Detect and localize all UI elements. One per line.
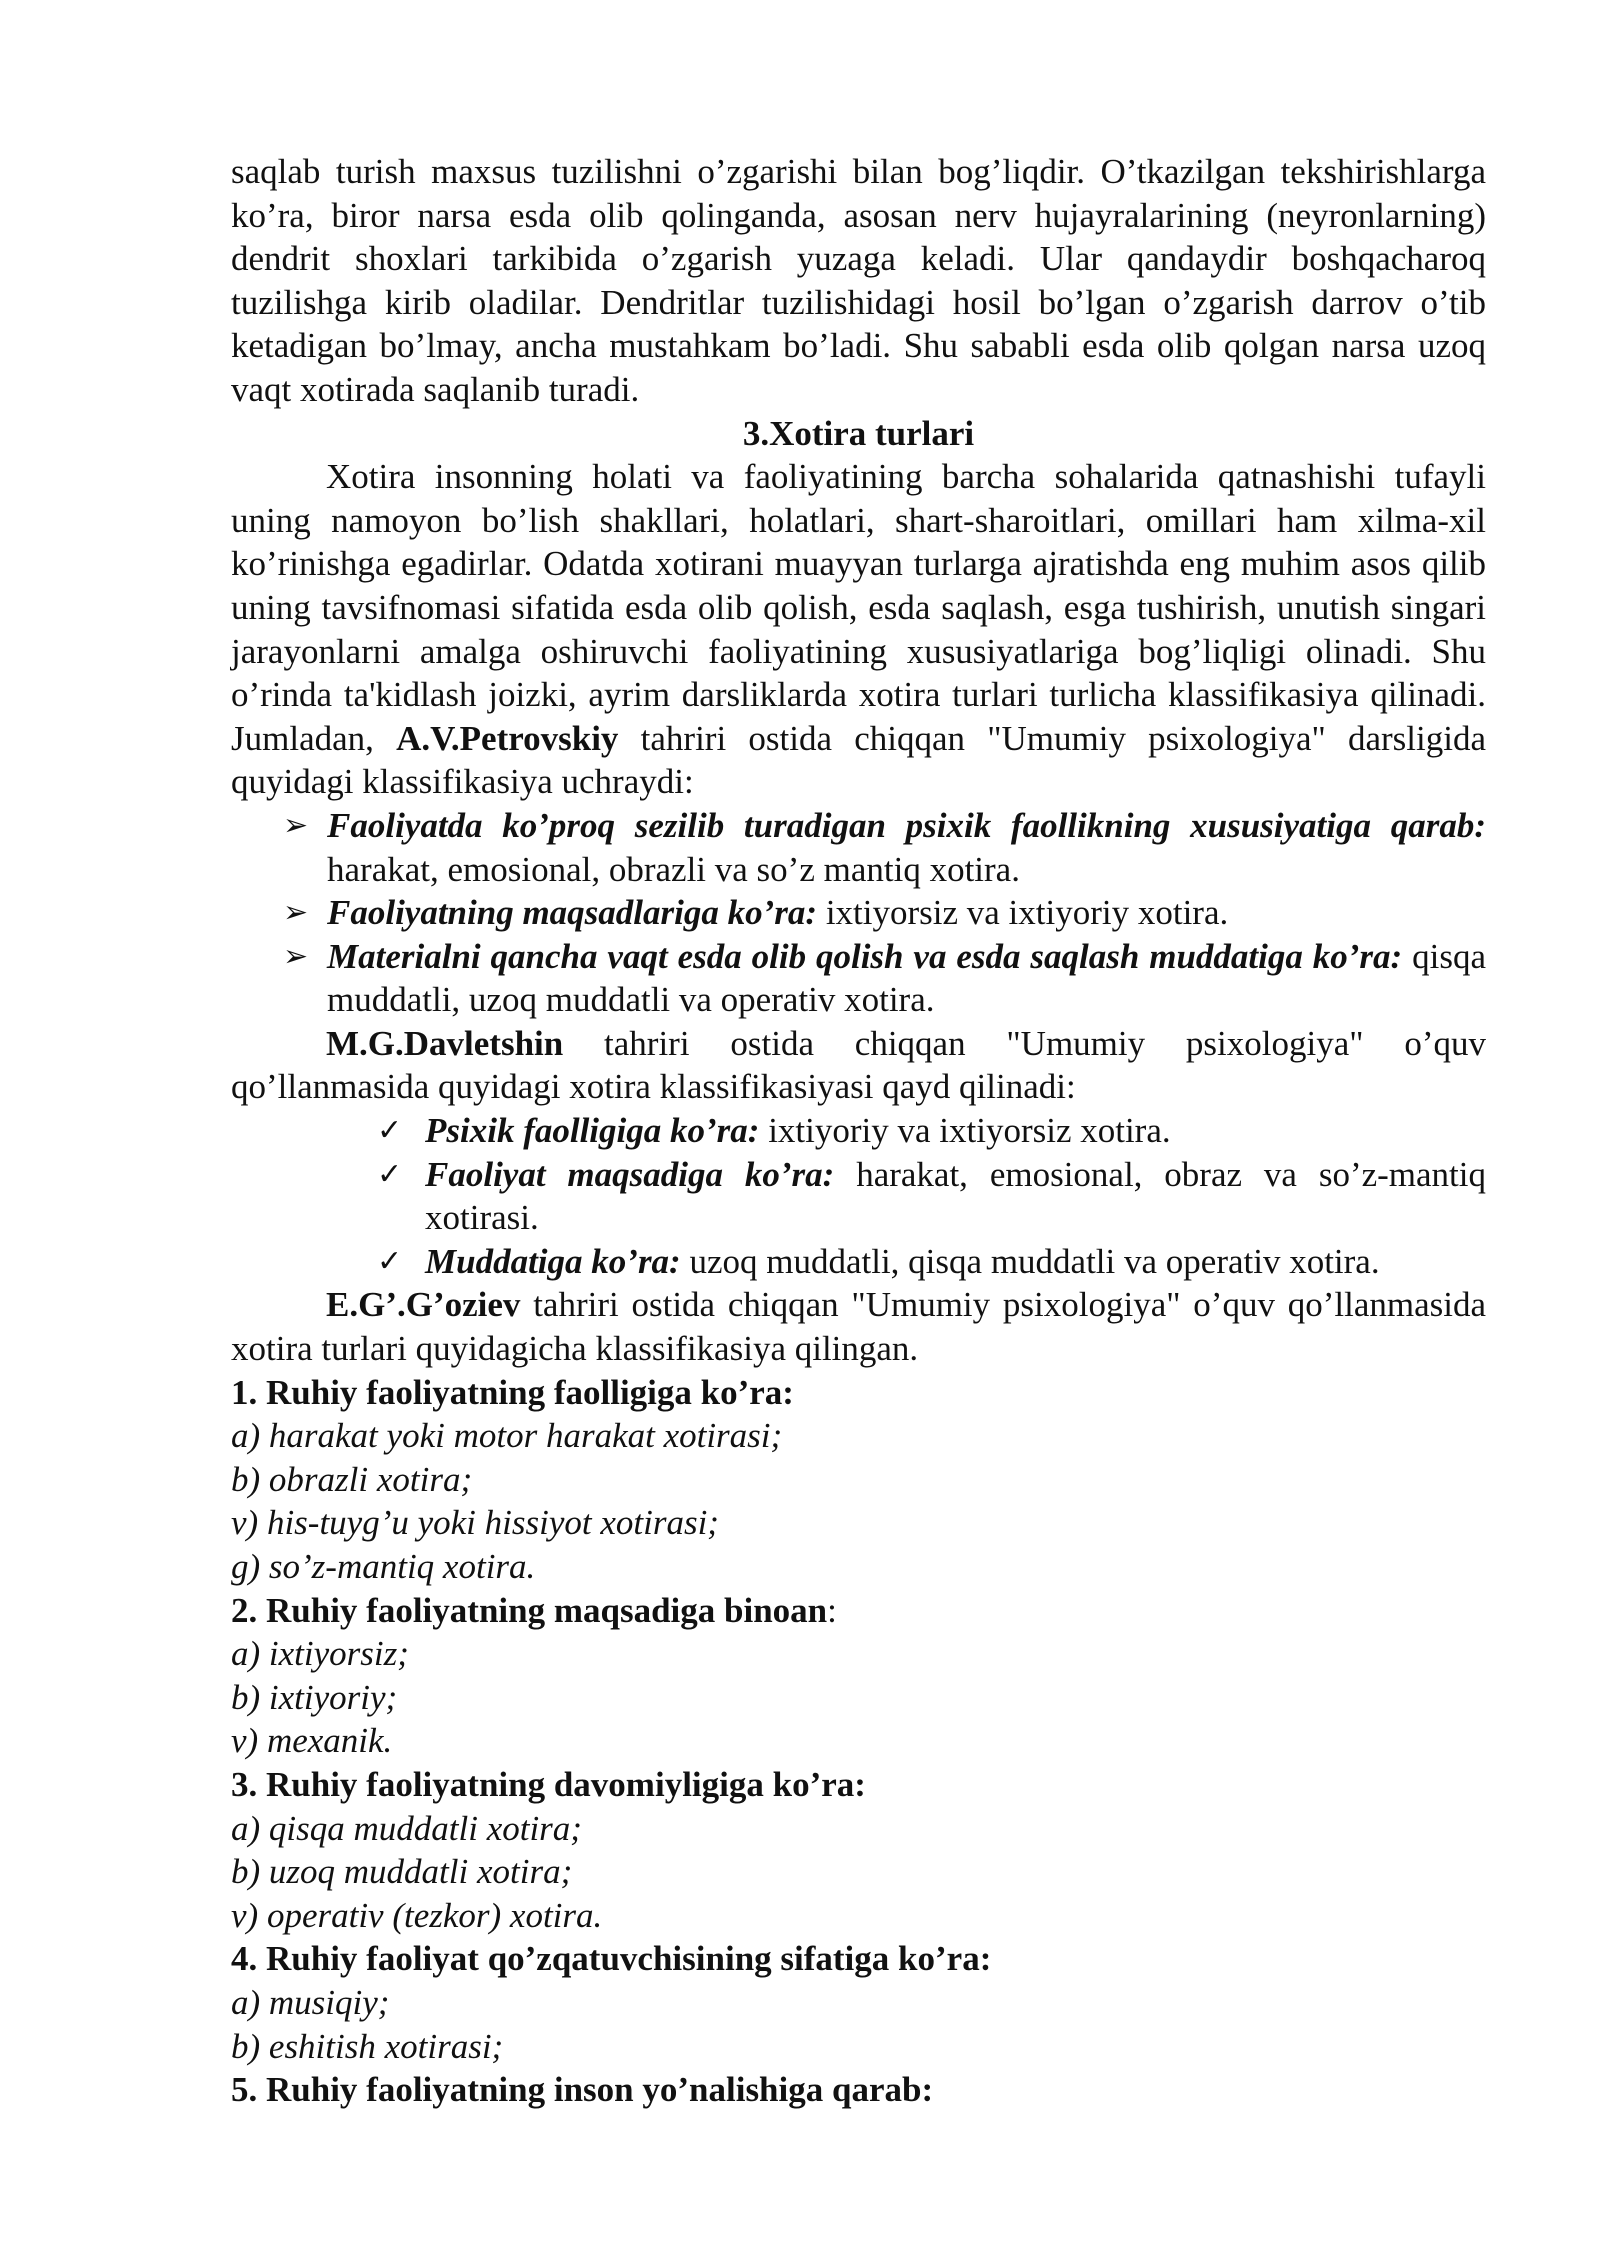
group-heading: 1. Ruhiy faoliyatning faolligiga ko’ra:	[231, 1372, 794, 1412]
paragraph-davletshin	[231, 1022, 1486, 1109]
intro-paragraph: saqlab turish maxsus tuzilishni o’zgarishi bilan bog’liqdir. O’tkazilgan tekshirishlarga ko’ra, biror narsa esda olib qolinganda, asosan nerv hujayralarining (neyronlarning) dendrit shoxlari tarkibida o’zgarish yuzaga keladi. Ular qandaydir boshqacharoq tuzilishga kirib oladilar. Dendritlar tuzilishidagi hosil bo’lgan o’zgarish darrov o’tib ketadigan bo’lmay, ancha mustahkam bo’ladi. Shu sababli esda olib qolgan narsa uzoq vaqt xotirada saqlanib turadi.	[231, 152, 1486, 409]
petrovskiy-list	[231, 804, 1486, 1022]
group-item: b) uzoq muddatli xotira;	[231, 1852, 573, 1892]
group-heading: 5. Ruhiy faoliyatning inson yo’nalishiga qarab:	[231, 2070, 934, 2110]
group-item: a) ixtiyorsiz;	[231, 1634, 409, 1674]
author-name: A.V.Petrovskiy	[396, 718, 619, 758]
list-item	[231, 1240, 1486, 1284]
group-heading: 4. Ruhiy faoliyat qo’zqatuvchisining sifatiga ko’ra:	[231, 1939, 992, 1979]
paragraph-text: tahriri ostida chiqqan "Umumiy psixologiya" o’quv qo’llanmasida quyidagi xotira klassifikasiyasi qayd qilinadi:	[231, 1023, 1487, 1107]
paragraph-text: tahriri ostida chiqqan "Umumiy psixologiya" o’quv qo’llanmasida xotira turlari quyidagicha klassifikasiya qilingan.	[231, 1285, 1487, 1369]
list-item	[231, 1109, 1486, 1153]
list-item-label: Muddatiga ko’ra:	[425, 1241, 681, 1281]
group-item: g) so’z-mantiq xotira.	[231, 1547, 536, 1586]
checkmark-icon: ✓	[377, 1113, 403, 1149]
group-item: b) eshitish xotirasi;	[231, 2026, 504, 2066]
section-title: 3.Xotira turlari	[742, 413, 975, 453]
arrowhead-bullet-icon: ➢	[283, 807, 309, 843]
group-item: v) his-tuyg’u yoki hissiyot xotirasi;	[231, 1503, 719, 1543]
group-item: a) musiqiy;	[231, 1982, 390, 2022]
list-item	[231, 804, 1486, 891]
group-heading: 2. Ruhiy faoliyatning maqsadiga binoan	[231, 1590, 828, 1630]
list-item-text: harakat, emosional, obrazli va so’z mantiq xotira.	[327, 849, 1020, 889]
arrowhead-bullet-icon: ➢	[283, 895, 309, 931]
group-heading: 3. Ruhiy faoliyatning davomiyligiga ko’ra:	[231, 1764, 866, 1804]
list-item-label: Faoliyat maqsadiga ko’ra:	[425, 1154, 835, 1194]
checkmark-icon: ✓	[377, 1243, 403, 1279]
group-item: b) ixtiyoriy;	[231, 1677, 398, 1717]
davletshin-list	[231, 1109, 1486, 1283]
list-item-text: qisqa muddatli, uzoq muddatli va operativ xotira.	[327, 936, 1486, 1020]
author-name: M.G.Davletshin	[326, 1023, 564, 1063]
group-item: v) operativ (tezkor) xotira.	[231, 1895, 603, 1935]
paragraph-goziev	[231, 1283, 1486, 1370]
arrowhead-bullet-icon: ➢	[283, 938, 309, 974]
list-item-text: harakat, emosional, obraz va so’z-mantiq xotirasi.	[425, 1154, 1486, 1238]
group-heading-line	[231, 1589, 1486, 1633]
paragraph-text: tahriri ostida chiqqan "Umumiy psixologiya" darsligida quyidagi klassifikasiya uchraydi:	[231, 718, 1486, 802]
checkmark-icon: ✓	[377, 1156, 403, 1192]
list-item	[231, 935, 1486, 1022]
list-item-label: Psixik faolligiga ko’ra:	[425, 1111, 760, 1151]
document-page	[231, 150, 1486, 2112]
list-item	[231, 1153, 1486, 1240]
group-item: v) mexanik.	[231, 1721, 393, 1761]
heading-colon: :	[827, 1590, 837, 1630]
paragraph-text: Xotira insonning holati va faoliyatining barcha sohalarida qatnashishi tufayli uning namoyon bo’lish shakllari, holatlari, shart-sharoitlari, omillari ham xilma-xil ko’rinishga egadirlar. Odatda xotirani muayyan turlarga ajratishda eng muhim asos qilib uning tavsifnomasi sifatida esda olib qolish, esda saqlash, esga tushirish, unutish singari jarayonlarni amalga oshiruvchi faoliyatining xususiyatlariga bog’liqligi olinadi. Shu o’rinda ta'kidlash joizki, ayrim darsliklarda xotira turlari turlicha klassifikasiya qilinadi. Jumladan,	[231, 457, 1486, 758]
list-item-text: ixtiyorsiz va ixtiyoriy xotira.	[825, 893, 1229, 933]
list-item-text: ixtiyoriy va ixtiyorsiz xotira.	[768, 1111, 1171, 1151]
author-name: E.G’.G’oziev	[326, 1285, 521, 1325]
list-item	[231, 891, 1486, 935]
group-item: a) qisqa muddatli xotira;	[231, 1808, 582, 1848]
list-item-label: Materialni qancha vaqt esda olib qolish va esda saqlash muddatiga ko’ra:	[327, 936, 1403, 976]
group-item: b) obrazli xotira;	[231, 1459, 473, 1499]
group-item: a) harakat yoki motor harakat xotirasi;	[231, 1416, 783, 1456]
list-item-label: Faoliyatda ko’proq sezilib turadigan psixik faollikning xususiyatiga qarab:	[327, 805, 1486, 845]
goziev-classification	[231, 1371, 1486, 2112]
list-item-label: Faoliyatning maqsadlariga ko’ra:	[327, 893, 818, 933]
paragraph-classification-intro	[231, 455, 1486, 804]
list-item-text: uzoq muddatli, qisqa muddatli va operativ xotira.	[689, 1241, 1380, 1281]
